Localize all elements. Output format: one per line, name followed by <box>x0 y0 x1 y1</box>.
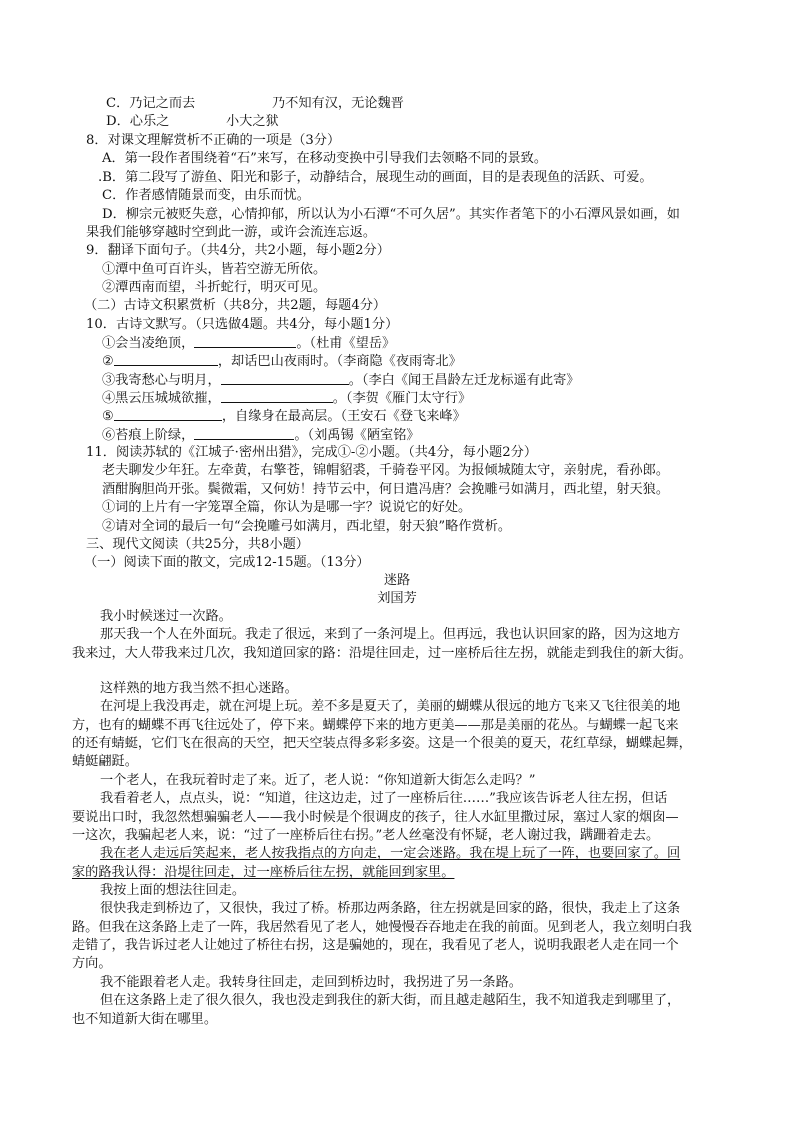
essay-paragraph-9-line-3: 走错了，我告诉过老人让她过了桥往右拐，这是骗她的，现在，我看见了老人，说明我跟老人走在同一个 <box>72 938 679 953</box>
essay-paragraph-7-line-1-underlined: 我在老人走远后笑起来，老人按我指点的方向走，一定会迷路。我在堤上玩了一阵，也要回家了。回 <box>100 846 681 861</box>
q10-line-6-source: 。（刘禹锡《陋室铭》 <box>294 428 420 443</box>
q8-stem: 8．对课文理解赏析不正确的一项是（3分） <box>86 133 341 148</box>
q11-stem: 11．阅读苏轼的《江城子·密州出猎》，完成①-②小题。（共4分，每小题2分） <box>86 445 538 460</box>
essay-paragraph-7-line-2-underlined: 家的路我认得：沿堤往回走，过一座桥后往左拐，就能回到家里。 <box>72 865 455 880</box>
q10-line-1-prompt: ①会当凌绝顶， <box>102 336 195 351</box>
q11-poem-line-1: 老夫聊发少年狂。左牵黄，右擎苍，锦帽貂裘，千骑卷平冈。为报倾城随太守，亲射虎，看孙郎。 <box>102 463 670 478</box>
q10-blank-6[interactable] <box>194 426 294 440</box>
essay-paragraph-9-line-1: 很快我走到桥边了，又很快，我过了桥。桥那边两条路，往左拐就是回家的路，很快，我走上了这条 <box>100 901 681 916</box>
q10-line-3-prompt: ③我寄愁心与明月， <box>102 373 221 388</box>
q8-option-d-line1: D．柳宗元被贬失意，心情抑郁，所以认为小石潭“不可久居”。其实作者笔下的小石潭风景如画，如 <box>102 207 680 222</box>
q10-line-2-prompt: ② <box>102 354 114 369</box>
essay-author: 刘国芳 <box>377 591 417 606</box>
q10-line-3 <box>102 371 579 389</box>
q11-sub-1: ①词的上片有一字笼罩全篇，你认为是哪一字？说说它的好处。 <box>102 500 472 515</box>
section-3-heading: 三、现代文阅读（共25分，共8小题） <box>86 537 309 552</box>
q10-blank-5[interactable] <box>114 407 222 421</box>
q9-sentence-2: ②潭西南而望，斗折蛇行，明灭可见。 <box>102 280 327 295</box>
q8-option-c: C．作者感情随景而变，由乐而忧。 <box>102 188 310 203</box>
q10-line-3-source: 。（李白《闻王昌龄左迁龙标遥有此寄》 <box>348 373 580 388</box>
q10-line-5-source: ，自缘身在最高层。（王安石《登飞来峰》 <box>221 409 466 424</box>
q8-option-b: .B．第二段写了游鱼、阳光和影子，动静结合，展现生动的画面，目的是表现鱼的活跃、可爱。 <box>98 170 653 185</box>
essay-paragraph-6-line-2: 要说出口时，我忽然想骗骗老人——我小时候是个很调皮的孩子，往人水缸里撒过尿，塞过人家的烟囱— <box>72 810 679 825</box>
section-2-heading: （二）古诗文积累赏析（共8分，共2题，每题4分） <box>84 298 387 313</box>
q11-sub-2: ②请对全词的最后一句“会挽雕弓如满月，西北望，射天狼”略作赏析。 <box>102 519 512 534</box>
q10-line-6 <box>102 426 420 444</box>
essay-paragraph-11-line-2: 也不知道新大街在哪里。 <box>72 1012 218 1027</box>
section-3-part-1-heading: （一）阅读下面的散文，完成12-15题。（13分） <box>84 555 370 570</box>
essay-paragraph-3: 这样熟的地方我当然不担心迷路。 <box>100 681 298 696</box>
q10-line-4-source: 。（李贺《雁门太守行》 <box>332 391 472 406</box>
q7-option-c-left: C．乃记之而去 <box>106 96 196 111</box>
q10-blank-4[interactable] <box>221 389 333 403</box>
essay-paragraph-4-line-3: 的还有蜻蜓，它们飞在很高的天空，把天空装点得多彩多姿。这是一个很美的夏天，花红草绿，蝴蝶起舞， <box>72 736 692 751</box>
q8-option-a: A．第一段作者围绕着“石”来写，在移动变换中引导我们去领略不同的景致。 <box>102 151 548 166</box>
essay-paragraph-8: 我按上面的想法往回走。 <box>100 883 246 898</box>
essay-paragraph-9-line-4: 方向。 <box>72 956 112 971</box>
q10-line-5-prompt: ⑤ <box>102 409 114 424</box>
essay-paragraph-4-line-2: 方，也有的蝴蝶不再飞往远处了，停下来。蝴蝶停下来的地方更美——那是美丽的花丛。与蝴蝶一起飞来 <box>72 718 679 733</box>
q10-line-4-prompt: ④黑云压城城欲摧， <box>102 391 221 406</box>
q7-option-c-right: 乃不知有汉，无论魏晋 <box>272 96 404 111</box>
q10-blank-3[interactable] <box>221 371 349 385</box>
q7-option-d-right: 小大之狱 <box>226 114 279 129</box>
q9-sentence-1: ①潭中鱼可百许头，皆若空游无所依。 <box>102 262 327 277</box>
q7-option-d-left: D．心乐之 <box>106 114 170 129</box>
q10-line-5 <box>102 407 466 425</box>
essay-paragraph-10: 我不能跟着老人走。我转身往回走，走回到桥边时，我拐进了另一条路。 <box>100 975 522 990</box>
q11-poem-line-2: 酒酣胸胆尚开张。鬓微霜，又何妨！持节云中，何日遣冯唐？会挽雕弓如满月，西北望，射天狼。 <box>102 482 670 497</box>
essay-paragraph-1: 我小时候迷过一次路。 <box>100 609 232 624</box>
q10-line-1-source: 。（杜甫《望岳》 <box>296 336 396 351</box>
q10-line-1 <box>102 334 395 352</box>
q10-blank-2[interactable] <box>114 352 218 366</box>
q10-line-6-prompt: ⑥苔痕上阶绿， <box>102 428 195 443</box>
essay-paragraph-6-line-3: 一这次，我骗起老人来，说：“过了一座桥后往右拐。”老人丝毫没有怀疑，老人谢过我，蹒跚着走去。 <box>72 828 660 843</box>
essay-paragraph-4-line-1: 在河堤上我没再走，就在河堤上玩。差不多是夏天了，美丽的蝴蝶从很远的地方飞来又飞往很美的地 <box>100 699 681 714</box>
essay-paragraph-5: 一个老人，在我玩着时走了来。近了，老人说：“你知道新大街怎么走吗？” <box>100 773 536 788</box>
essay-paragraph-11-line-1: 但在这条路上走了很久很久，我也没走到我住的新大街，而且越走越陌生，我不知道我走到哪里了， <box>100 993 681 1008</box>
essay-paragraph-9-line-2: 路。但我在这条路上走了一阵，我居然看见了老人，她慢慢吞吞地走在我的前面。见到老人，我立刻明白我 <box>72 920 692 935</box>
q8-option-d-line2: 果我们能够穿越时空到此一游，或许会流连忘返。 <box>86 225 377 240</box>
essay-title: 迷路 <box>383 573 411 588</box>
q10-stem: 10．古诗文默写。（只选做4题。共4分，每小题1分） <box>86 317 399 332</box>
essay-paragraph-2-line-1: 那天我一个人在外面玩。我走了很远，来到了一条河堤上。但再远，我也认识回家的路，因为这地方 <box>100 627 681 642</box>
q10-line-2 <box>102 352 462 370</box>
essay-paragraph-6-line-1: 我看着老人，点点头，说：“知道，往这边走，过了一座桥后往……”我应该告诉老人往左拐，但话 <box>100 791 668 806</box>
q10-line-2-source: ，却话巴山夜雨时。（李商隐《夜雨寄北》 <box>217 354 462 369</box>
essay-paragraph-4-line-4: 蜻蜓翩跹。 <box>72 754 138 769</box>
q10-line-4 <box>102 389 471 407</box>
q10-blank-1[interactable] <box>194 334 296 348</box>
q9-stem: 9．翻译下面句子。（共4分，共2小题，每小题2分） <box>86 243 390 258</box>
essay-paragraph-2-line-2: 我来过，大人带我来过几次，我知道回家的路：沿堤往回走，过一座桥后往左拐，就能走到我住的新大街。 <box>72 646 692 661</box>
